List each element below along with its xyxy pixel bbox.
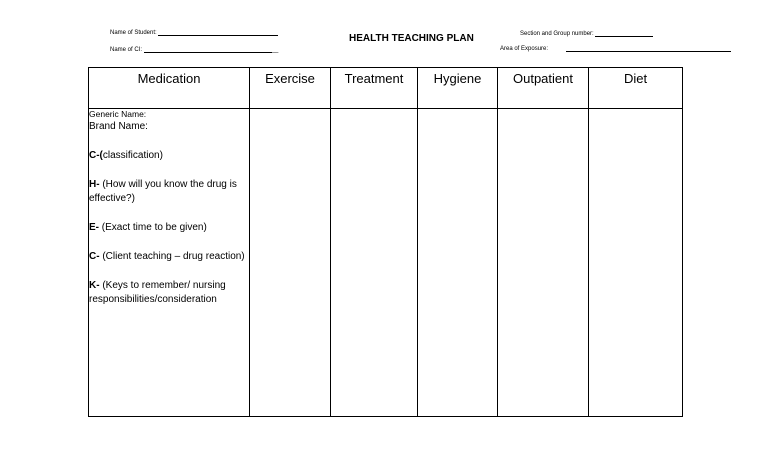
item-letter: C-( — [89, 150, 103, 161]
item-classification — [89, 149, 249, 163]
item-exact-time — [89, 221, 249, 235]
section-group-label: Section and Group number: — [520, 31, 594, 37]
item-text: classification) — [102, 150, 163, 161]
exercise-cell[interactable] — [250, 109, 331, 417]
student-name-row — [110, 29, 278, 36]
ci-name-line[interactable] — [144, 46, 272, 53]
exposure-row — [500, 45, 731, 52]
column-header-exercise: Exercise — [250, 68, 331, 109]
generic-name-label: Generic Name: — [89, 109, 147, 119]
health-teaching-table — [88, 67, 683, 417]
item-text: (How will you know the drug is effective?) — [89, 179, 237, 204]
exposure-line[interactable] — [566, 45, 731, 52]
student-name-label: Name of Student: — [110, 30, 157, 36]
item-text: (Keys to remember/ nursing responsibilities/consideration — [89, 280, 226, 305]
item-keys — [89, 279, 249, 307]
section-group-line[interactable] — [595, 30, 653, 37]
item-letter: K- — [89, 280, 100, 291]
student-name-line[interactable] — [158, 29, 278, 36]
column-header-diet: Diet — [589, 68, 683, 109]
item-text: (Exact time to be given) — [99, 222, 207, 233]
page-title: HEALTH TEACHING PLAN — [349, 33, 474, 44]
item-letter: C- — [89, 251, 100, 262]
column-header-treatment: Treatment — [331, 68, 418, 109]
item-text: (Client teaching – drug reaction) — [99, 251, 245, 262]
diet-cell[interactable] — [589, 109, 683, 417]
treatment-cell[interactable] — [331, 109, 418, 417]
column-header-hygiene: Hygiene — [418, 68, 498, 109]
brand-name-label: Brand Name: — [89, 121, 148, 132]
exposure-label: Area of Exposure: — [500, 46, 549, 52]
column-header-medication: Medication — [89, 68, 250, 109]
hygiene-cell[interactable] — [418, 109, 498, 417]
item-letter: E- — [89, 222, 99, 233]
table-header-row — [89, 68, 683, 109]
item-effectiveness — [89, 178, 249, 206]
outpatient-cell[interactable] — [498, 109, 589, 417]
item-client-teaching — [89, 250, 249, 264]
item-letter: H- — [89, 179, 100, 190]
section-group-row — [520, 30, 653, 37]
ci-name-label: Name of CI: — [110, 47, 143, 53]
medication-cell[interactable] — [89, 109, 250, 417]
ci-name-row — [110, 46, 278, 53]
ci-name-suffix: __ — [271, 47, 279, 53]
table-body-row — [89, 109, 683, 417]
column-header-outpatient: Outpatient — [498, 68, 589, 109]
